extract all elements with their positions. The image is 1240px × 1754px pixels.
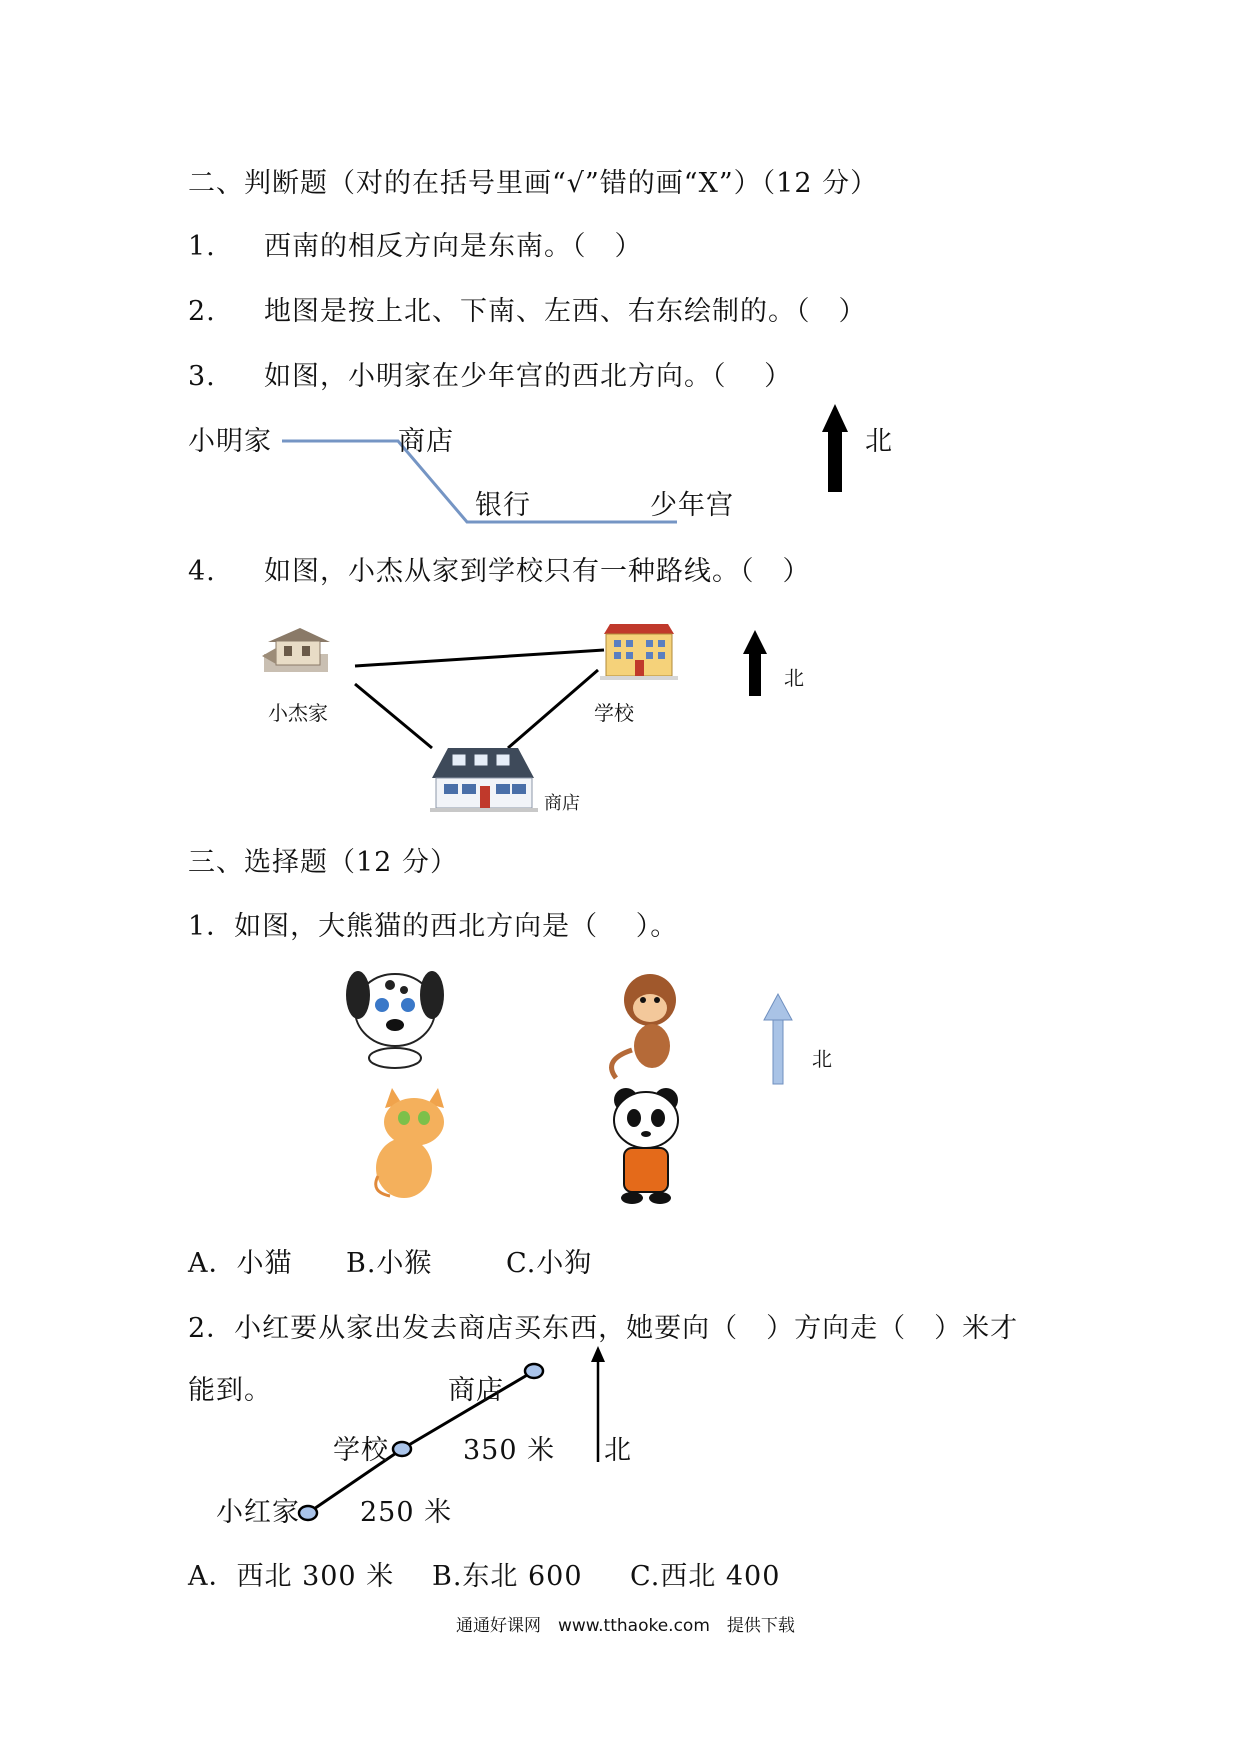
s3-q2-option-c: C.西北 400 <box>630 1561 781 1592</box>
q1-text: 西南的相反方向是东南。（ ） <box>264 231 643 262</box>
s3-q2-text-line2: 能到。 <box>188 1375 272 1406</box>
q4-text: 如图，小杰从家到学校只有一种路线。（ ） <box>264 556 811 587</box>
q3-palace-label: 少年宫 <box>650 490 734 521</box>
q4-shop-label: 商店 <box>544 793 580 814</box>
s3-q1-north-label: 北 <box>812 1047 832 1071</box>
s3-q2-distance-350: 350 米 <box>463 1435 556 1466</box>
s3-q2-text-line1: 2．小红要从家出发去商店买东西，她要向（ ）方向走（ ）米才 <box>188 1313 1019 1344</box>
q2-text: 地图是按上北、下南、左西、右东绘制的。（ ） <box>264 296 867 327</box>
s3-q2-north-label: 北 <box>604 1435 632 1466</box>
q4-home-label: 小杰家 <box>268 701 328 725</box>
s3-q2-home-label: 小红家 <box>216 1497 300 1528</box>
section3-title: 三、选择题（12 分） <box>188 847 458 878</box>
s3-q2-option-a: A．西北 300 米 <box>188 1561 395 1592</box>
q3-home-label: 小明家 <box>188 426 272 457</box>
q3-shop-label: 商店 <box>398 426 454 457</box>
q4-school-label: 学校 <box>594 701 634 725</box>
shop-node <box>525 1364 543 1378</box>
q1-number: 1. <box>188 231 216 262</box>
footer-text: 通通好课网 www.tthaoke.com 提供下载 <box>456 1616 795 1636</box>
q3-text: 如图，小明家在少年宫的西北方向。（ ） <box>264 361 793 392</box>
s3-q2-option-b: B.东北 600 <box>432 1561 583 1592</box>
s3-q1-text: 1．如图，大熊猫的西北方向是（ ）。 <box>188 911 679 942</box>
q4-north-label: 北 <box>784 666 804 690</box>
s3-q2-distance-250: 250 米 <box>360 1497 453 1528</box>
q4-number: 4. <box>188 556 216 587</box>
s3-q1-option-c: C.小狗 <box>506 1248 593 1279</box>
q3-bank-label: 银行 <box>475 490 531 521</box>
q3-north-label: 北 <box>865 426 893 457</box>
s3-q1-option-b: B.小猴 <box>346 1248 433 1279</box>
q3-number: 3. <box>188 361 216 392</box>
s3-q2-school-label: 学校 <box>333 1435 389 1466</box>
section2-title: 二、判断题（对的在括号里画“√”错的画“X”）（12 分） <box>188 168 879 199</box>
home-node <box>299 1506 317 1520</box>
s3-q1-option-a: A．小猫 <box>188 1248 293 1279</box>
school-node <box>393 1442 411 1456</box>
s3-q2-shop-label: 商店 <box>448 1375 504 1406</box>
q2-number: 2. <box>188 296 216 327</box>
s3-q2-north-arrow <box>591 1346 605 1462</box>
